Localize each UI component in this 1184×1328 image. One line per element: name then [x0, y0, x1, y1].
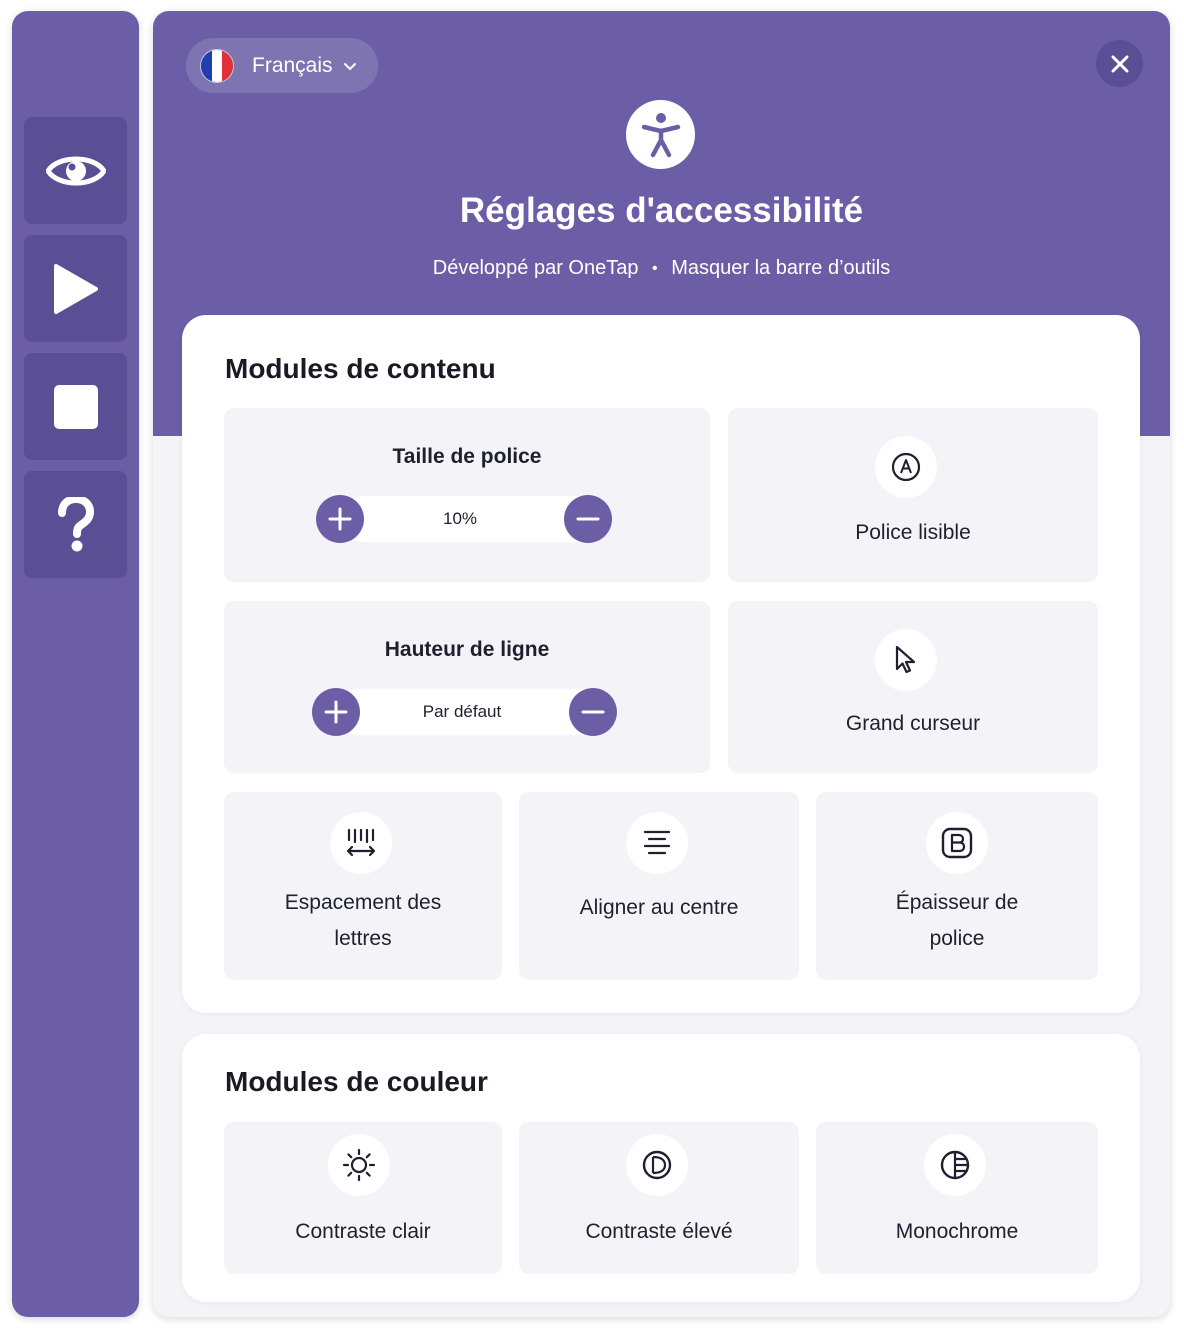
color-modules-title: Modules de couleur: [225, 1066, 488, 1097]
accessibility-icon: [641, 112, 681, 158]
readable-font-icon-wrap: [875, 436, 937, 498]
font-weight-label-line2: police: [929, 927, 985, 950]
france-flag-icon: [200, 49, 234, 83]
contrast-icon: [641, 1149, 673, 1181]
light-contrast-label: Contraste clair: [295, 1220, 431, 1243]
language-label: Français: [252, 53, 333, 77]
align-center-tile[interactable]: [519, 792, 799, 980]
powered-by-link[interactable]: Développé par OneTap: [432, 257, 639, 279]
font-size-decrease-button[interactable]: [564, 495, 612, 543]
font-size-label: Taille de police: [392, 445, 542, 468]
letter-spacing-tile[interactable]: [224, 792, 502, 980]
minus-icon: [581, 700, 605, 724]
align-center-label: Aligner au centre: [579, 896, 739, 919]
line-height-tile: [224, 601, 710, 773]
align-center-icon-wrap: [626, 812, 688, 874]
font-size-tile: [224, 408, 710, 582]
big-cursor-label: Grand curseur: [845, 712, 981, 735]
plus-icon: [324, 700, 348, 724]
line-height-decrease-button[interactable]: [569, 688, 617, 736]
cursor-icon: [893, 645, 919, 675]
separator: •: [652, 259, 658, 277]
content-modules-title: Modules de contenu: [225, 353, 496, 384]
eye-icon: [46, 151, 106, 191]
accessibility-logo: [626, 100, 695, 169]
font-a-icon: [891, 452, 921, 482]
close-icon: [1111, 55, 1129, 73]
monochrome-tile[interactable]: [816, 1122, 1098, 1274]
big-cursor-icon-wrap: [875, 629, 937, 691]
language-selector[interactable]: [186, 38, 378, 93]
plus-icon: [328, 507, 352, 531]
hide-toolbar-link[interactable]: Masquer la barre d’outils: [671, 257, 891, 279]
panel-subtitle: [153, 257, 1170, 280]
high-contrast-icon-wrap: [626, 1134, 688, 1196]
play-icon: [52, 262, 100, 316]
accessibility-panel: [153, 11, 1170, 1317]
readable-font-tile[interactable]: [728, 408, 1098, 582]
font-weight-label-line1: Épaisseur de: [895, 891, 1019, 914]
sun-icon: [342, 1148, 376, 1182]
question-icon: [56, 497, 96, 553]
align-center-icon: [642, 829, 672, 857]
letter-spacing-icon-wrap: [330, 812, 392, 874]
line-height-increase-button[interactable]: [312, 688, 360, 736]
line-height-label: Hauteur de ligne: [384, 638, 550, 661]
font-weight-icon-wrap: [926, 812, 988, 874]
letter-spacing-label-line1: Espacement des: [284, 891, 442, 914]
readable-font-label: Police lisible: [855, 521, 971, 544]
help-button[interactable]: [24, 471, 127, 578]
letter-spacing-icon: [345, 828, 377, 858]
light-contrast-tile[interactable]: [224, 1122, 502, 1274]
chevron-down-icon: [343, 62, 357, 72]
minus-icon: [576, 507, 600, 531]
high-contrast-tile[interactable]: [519, 1122, 799, 1274]
font-size-value: 10%: [442, 509, 478, 528]
content-modules-card: [182, 315, 1140, 1013]
monochrome-icon: [939, 1149, 971, 1181]
font-size-increase-button[interactable]: [316, 495, 364, 543]
vision-button[interactable]: [24, 117, 127, 224]
light-contrast-icon-wrap: [328, 1134, 390, 1196]
monochrome-label: Monochrome: [895, 1220, 1019, 1243]
close-button[interactable]: [1096, 40, 1143, 87]
bold-icon: [941, 827, 973, 859]
big-cursor-tile[interactable]: [728, 601, 1098, 773]
sidebar: [12, 11, 139, 1317]
stop-icon: [53, 384, 99, 430]
color-modules-card: [182, 1034, 1140, 1302]
high-contrast-label: Contraste élevé: [585, 1220, 733, 1243]
line-height-value: Par défaut: [422, 702, 502, 721]
font-weight-tile[interactable]: [816, 792, 1098, 980]
stop-button[interactable]: [24, 353, 127, 460]
monochrome-icon-wrap: [924, 1134, 986, 1196]
play-button[interactable]: [24, 235, 127, 342]
letter-spacing-label-line2: lettres: [334, 927, 392, 950]
panel-title: Réglages d'accessibilité: [459, 191, 864, 230]
